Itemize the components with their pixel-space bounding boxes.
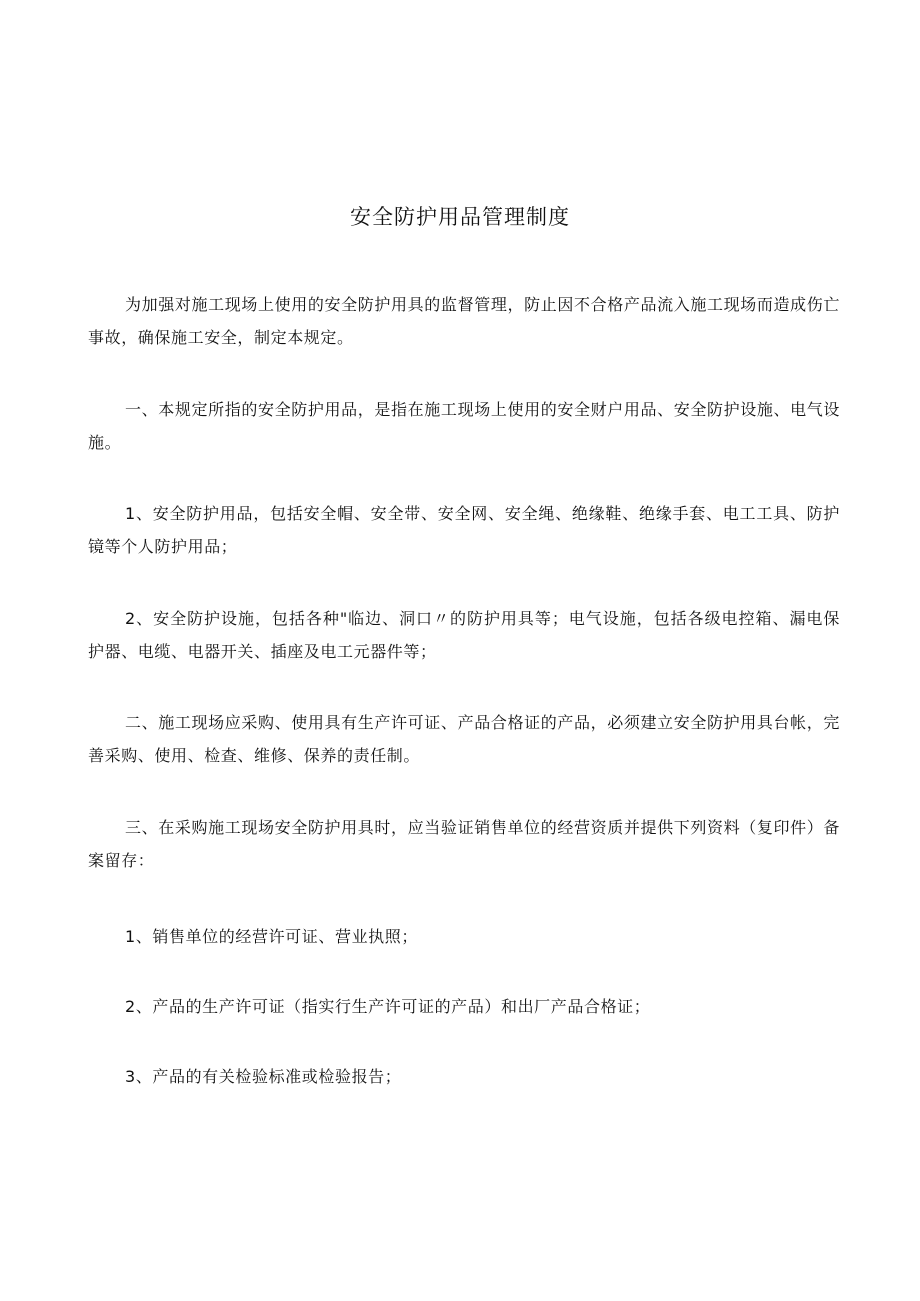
paragraph-section-3: 三、在采购施工现场安全防护用具时，应当验证销售单位的经营资质并提供下列资料（复印件）备案留存：: [88, 818, 840, 870]
paragraph-item-3-1: 1、销售单位的经营许可证、营业执照；: [125, 927, 418, 946]
document-title: 安全防护用品管理制度: [350, 205, 570, 229]
paragraph-item-1-1: 1、安全防护用品，包括安全帽、安全带、安全网、安全绳、绝缘鞋、绝缘手套、电工工具、防护镜等个人防护用品；: [88, 504, 840, 556]
paragraph-section-1: 一、本规定所指的安全防护用品，是指在施工现场上使用的安全财户用品、安全防护设施、电气设施。: [88, 400, 840, 452]
paragraph-intro: 为加强对施工现场上使用的安全防护用具的监督管理，防止因不合格产品流入施工现场而造成伤亡事故，确保施工安全，制定本规定。: [88, 295, 840, 347]
paragraph-item-1-2: 2、安全防护设施，包括各种"临边、洞口〃的防护用具等；电气设施，包括各级电控箱、漏电保护器、电缆、电器开关、插座及电工元器件等；: [88, 609, 840, 661]
paragraph-item-3-2: 2、产品的生产许可证（指实行生产许可证的产品）和出厂产品合格证；: [125, 997, 651, 1016]
paragraph-section-2: 二、施工现场应采购、使用具有生产许可证、产品合格证的产品，必须建立安全防护用具台帐，完善采购、使用、检查、维修、保养的责任制。: [88, 713, 840, 765]
paragraph-item-3-3: 3、产品的有关检验标准或检验报告；: [125, 1067, 402, 1086]
